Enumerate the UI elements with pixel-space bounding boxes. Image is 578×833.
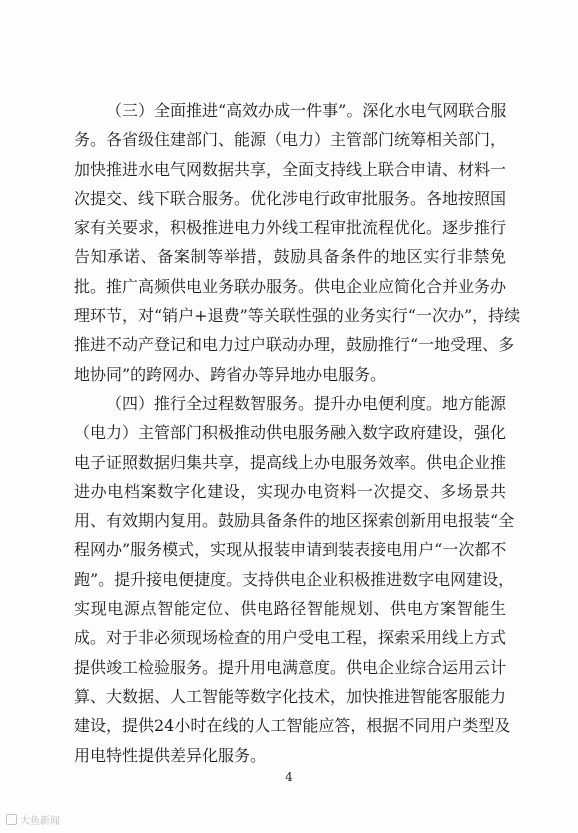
paragraph-line: 用电特性提供差异化服务。	[74, 745, 267, 765]
paragraph-line: 用、有效期内复用。鼓励具备条件的地区探索创新用电报装“全	[74, 511, 515, 531]
paragraph-line: （四）推行全过程数智服务。提升办电便利度。地方能源	[106, 393, 507, 413]
paragraph-line: 次提交、线下联合服务。优化涉电行政审批服务。各地按照国	[74, 188, 507, 208]
body-text	[74, 96, 521, 770]
paragraph-line: 程网办”服务模式，实现从报装申请到装表接电用户“一次都不	[74, 540, 507, 560]
paragraph-line: 成。对于非必须现场检查的用户受电工程，探索采用线上方式	[74, 628, 507, 648]
paragraph-line: 算、大数据、人工智能等数字化技术，加快推进智能客服能力	[74, 686, 507, 706]
watermark-logo-icon	[6, 814, 17, 825]
paragraph-line: 加快推进水电气网数据共享，全面支持线上联合申请、材料一	[74, 159, 507, 179]
paragraph-line: 地协同”的跨网办、跨省办等异地办电服务。	[74, 364, 387, 384]
paragraph-line: 告知承诺、备案制等举措，鼓励具备条件的地区实行非禁免	[74, 247, 506, 267]
watermark-text: 大鱼新闻	[20, 816, 60, 827]
paragraph-line: 推进不动产登记和电力过户联动办理，鼓励推行“一地受理、多	[74, 335, 515, 355]
paragraph-line: 实现电源点智能定位、供电路径智能规划、供电方案智能生	[74, 599, 506, 619]
paragraph-line: 理环节，对“销户+退费”等关联性强的业务实行“一次办”，持续	[74, 306, 521, 326]
paragraph-line: 建设，提供24小时在线的人工智能应答，根据不同用户类型及	[74, 716, 511, 736]
paragraph-line: （三）全面推进“高效办成一件事”。深化水电气网联合服	[106, 101, 507, 120]
paragraph-line: （电力）主管部门积极推动供电服务融入数字政府建设，强化	[74, 423, 507, 443]
paragraph-line: 跑”。提升接电便捷度。支持供电企业积极推进数字电网建设，	[74, 569, 515, 589]
watermark	[6, 812, 60, 827]
paragraph-line: 进办电档案数字化建设，实现办电资料一次提交、多场景共	[74, 481, 506, 501]
paragraph-line: 提供竣工检验服务。提升用电满意度。供电企业综合运用云计	[74, 657, 507, 677]
paragraph-line: 务。各省级住建部门、能源（电力）主管部门统筹相关部门，	[74, 130, 507, 150]
paragraph-line: 批。推广高频供电业务联办服务。供电企业应简化合并业务办	[74, 276, 507, 296]
paragraph-line: 家有关要求，积极推进电力外线工程审批流程优化。逐步推行	[74, 218, 507, 238]
page-number: 4	[285, 770, 293, 784]
paragraph-line: 电子证照数据归集共享，提高线上办电服务效率。供电企业推	[74, 452, 507, 472]
